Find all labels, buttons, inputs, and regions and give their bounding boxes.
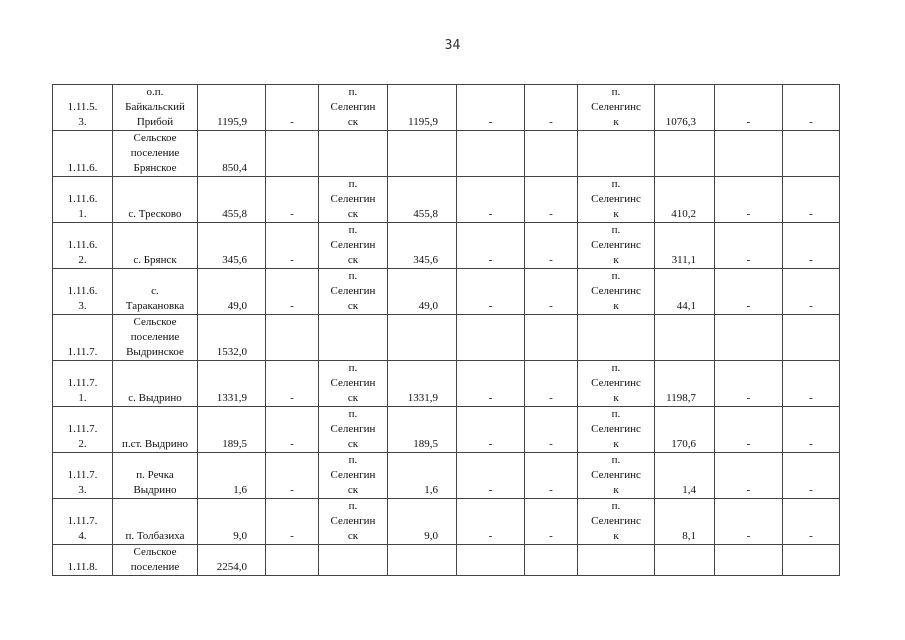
- value-cell: 345,6: [198, 223, 266, 269]
- code-cell: 1.11.7. 4.: [53, 499, 113, 545]
- value-cell: -: [783, 85, 840, 131]
- value-cell: -: [266, 361, 319, 407]
- source-cell: п. Селенгин ск: [319, 499, 388, 545]
- value-cell: [457, 131, 525, 177]
- value-cell: -: [783, 177, 840, 223]
- table-row: [53, 269, 840, 315]
- code-cell: 1.11.6.: [53, 131, 113, 177]
- value-cell: 1195,9: [388, 85, 457, 131]
- value-cell: -: [457, 453, 525, 499]
- value-cell: -: [266, 85, 319, 131]
- value-cell: 189,5: [198, 407, 266, 453]
- value-cell: 1331,9: [198, 361, 266, 407]
- value-cell: 1,6: [198, 453, 266, 499]
- value-cell: [525, 315, 578, 361]
- name-cell: с. Таракановка: [113, 269, 198, 315]
- value-cell: [715, 131, 783, 177]
- name-cell: п. Толбазиха: [113, 499, 198, 545]
- code-cell: 1.11.7. 3.: [53, 453, 113, 499]
- table-row: [53, 315, 840, 361]
- value-cell: -: [525, 499, 578, 545]
- value-cell: -: [457, 223, 525, 269]
- value-cell: -: [457, 269, 525, 315]
- source-cell: п. Селенгинс к: [578, 85, 655, 131]
- value-cell: 44,1: [655, 269, 715, 315]
- value-cell: -: [457, 85, 525, 131]
- table-row: [53, 361, 840, 407]
- value-cell: 850,4: [198, 131, 266, 177]
- code-cell: 1.11.6. 3.: [53, 269, 113, 315]
- value-cell: 1,6: [388, 453, 457, 499]
- value-cell: 1195,9: [198, 85, 266, 131]
- value-cell: [457, 545, 525, 576]
- value-cell: -: [783, 361, 840, 407]
- value-cell: [655, 131, 715, 177]
- name-cell: с. Тресково: [113, 177, 198, 223]
- value-cell: -: [783, 499, 840, 545]
- table-row: [53, 85, 840, 131]
- source-cell: п. Селенгин ск: [319, 269, 388, 315]
- value-cell: -: [266, 223, 319, 269]
- source-cell: п. Селенгинс к: [578, 223, 655, 269]
- source-cell: п. Селенгинс к: [578, 453, 655, 499]
- source-cell: п. Селенгинс к: [578, 361, 655, 407]
- value-cell: -: [266, 453, 319, 499]
- name-cell: п.ст. Выдрино: [113, 407, 198, 453]
- value-cell: [388, 545, 457, 576]
- name-cell: о.п. Байкальский Прибой: [113, 85, 198, 131]
- name-cell: Сельское поселение Брянское: [113, 131, 198, 177]
- value-cell: -: [525, 85, 578, 131]
- source-cell: [319, 131, 388, 177]
- source-cell: п. Селенгин ск: [319, 361, 388, 407]
- code-cell: 1.11.7. 1.: [53, 361, 113, 407]
- value-cell: [655, 545, 715, 576]
- value-cell: -: [783, 407, 840, 453]
- name-cell: с. Брянск: [113, 223, 198, 269]
- value-cell: [525, 131, 578, 177]
- table-row: [53, 131, 840, 177]
- value-cell: [783, 545, 840, 576]
- source-cell: п. Селенгин ск: [319, 453, 388, 499]
- source-cell: п. Селенгинс к: [578, 269, 655, 315]
- value-cell: -: [715, 85, 783, 131]
- source-cell: [578, 545, 655, 576]
- source-cell: п. Селенгин ск: [319, 85, 388, 131]
- value-cell: 2254,0: [198, 545, 266, 576]
- value-cell: 9,0: [388, 499, 457, 545]
- value-cell: -: [525, 407, 578, 453]
- code-cell: 1.11.6. 1.: [53, 177, 113, 223]
- name-cell: Сельское поселение Выдринское: [113, 315, 198, 361]
- value-cell: 455,8: [198, 177, 266, 223]
- table-row: [53, 545, 840, 576]
- value-cell: -: [457, 499, 525, 545]
- value-cell: 49,0: [388, 269, 457, 315]
- source-cell: п. Селенгин ск: [319, 177, 388, 223]
- table-row: [53, 453, 840, 499]
- value-cell: [783, 131, 840, 177]
- value-cell: -: [715, 453, 783, 499]
- source-cell: [578, 131, 655, 177]
- value-cell: -: [457, 407, 525, 453]
- value-cell: -: [525, 361, 578, 407]
- value-cell: -: [266, 407, 319, 453]
- name-cell: с. Выдрино: [113, 361, 198, 407]
- value-cell: [388, 131, 457, 177]
- code-cell: 1.11.7.: [53, 315, 113, 361]
- value-cell: [457, 315, 525, 361]
- value-cell: -: [783, 223, 840, 269]
- page-number: 34: [444, 38, 461, 53]
- value-cell: -: [525, 453, 578, 499]
- value-cell: [266, 131, 319, 177]
- code-cell: 1.11.6. 2.: [53, 223, 113, 269]
- value-cell: -: [715, 361, 783, 407]
- code-cell: 1.11.8.: [53, 545, 113, 576]
- value-cell: 345,6: [388, 223, 457, 269]
- name-cell: п. Речка Выдрино: [113, 453, 198, 499]
- value-cell: -: [266, 499, 319, 545]
- value-cell: -: [715, 177, 783, 223]
- value-cell: 1532,0: [198, 315, 266, 361]
- source-cell: [319, 545, 388, 576]
- value-cell: -: [715, 499, 783, 545]
- value-cell: 311,1: [655, 223, 715, 269]
- code-cell: 1.11.7. 2.: [53, 407, 113, 453]
- value-cell: -: [525, 269, 578, 315]
- source-cell: п. Селенгинс к: [578, 407, 655, 453]
- source-cell: [319, 315, 388, 361]
- value-cell: [266, 315, 319, 361]
- table-row: [53, 177, 840, 223]
- value-cell: -: [783, 269, 840, 315]
- value-cell: [715, 545, 783, 576]
- value-cell: -: [715, 407, 783, 453]
- value-cell: [715, 315, 783, 361]
- value-cell: 189,5: [388, 407, 457, 453]
- value-cell: [655, 315, 715, 361]
- value-cell: 455,8: [388, 177, 457, 223]
- value-cell: 1,4: [655, 453, 715, 499]
- value-cell: 9,0: [198, 499, 266, 545]
- value-cell: -: [525, 223, 578, 269]
- value-cell: -: [266, 269, 319, 315]
- value-cell: 410,2: [655, 177, 715, 223]
- value-cell: 8,1: [655, 499, 715, 545]
- value-cell: [783, 315, 840, 361]
- source-cell: п. Селенгин ск: [319, 407, 388, 453]
- value-cell: -: [525, 177, 578, 223]
- data-table: [52, 84, 840, 576]
- value-cell: -: [266, 177, 319, 223]
- value-cell: [388, 315, 457, 361]
- value-cell: 49,0: [198, 269, 266, 315]
- table-row: [53, 223, 840, 269]
- value-cell: -: [457, 177, 525, 223]
- value-cell: 1198,7: [655, 361, 715, 407]
- value-cell: -: [783, 453, 840, 499]
- source-cell: п. Селенгинс к: [578, 177, 655, 223]
- value-cell: -: [715, 223, 783, 269]
- value-cell: -: [457, 361, 525, 407]
- value-cell: 1076,3: [655, 85, 715, 131]
- source-cell: п. Селенгин ск: [319, 223, 388, 269]
- source-cell: п. Селенгинс к: [578, 499, 655, 545]
- value-cell: -: [715, 269, 783, 315]
- source-cell: [578, 315, 655, 361]
- code-cell: 1.11.5. 3.: [53, 85, 113, 131]
- value-cell: 1331,9: [388, 361, 457, 407]
- value-cell: [525, 545, 578, 576]
- value-cell: 170,6: [655, 407, 715, 453]
- table-row: [53, 499, 840, 545]
- name-cell: Сельское поселение: [113, 545, 198, 576]
- value-cell: [266, 545, 319, 576]
- table-row: [53, 407, 840, 453]
